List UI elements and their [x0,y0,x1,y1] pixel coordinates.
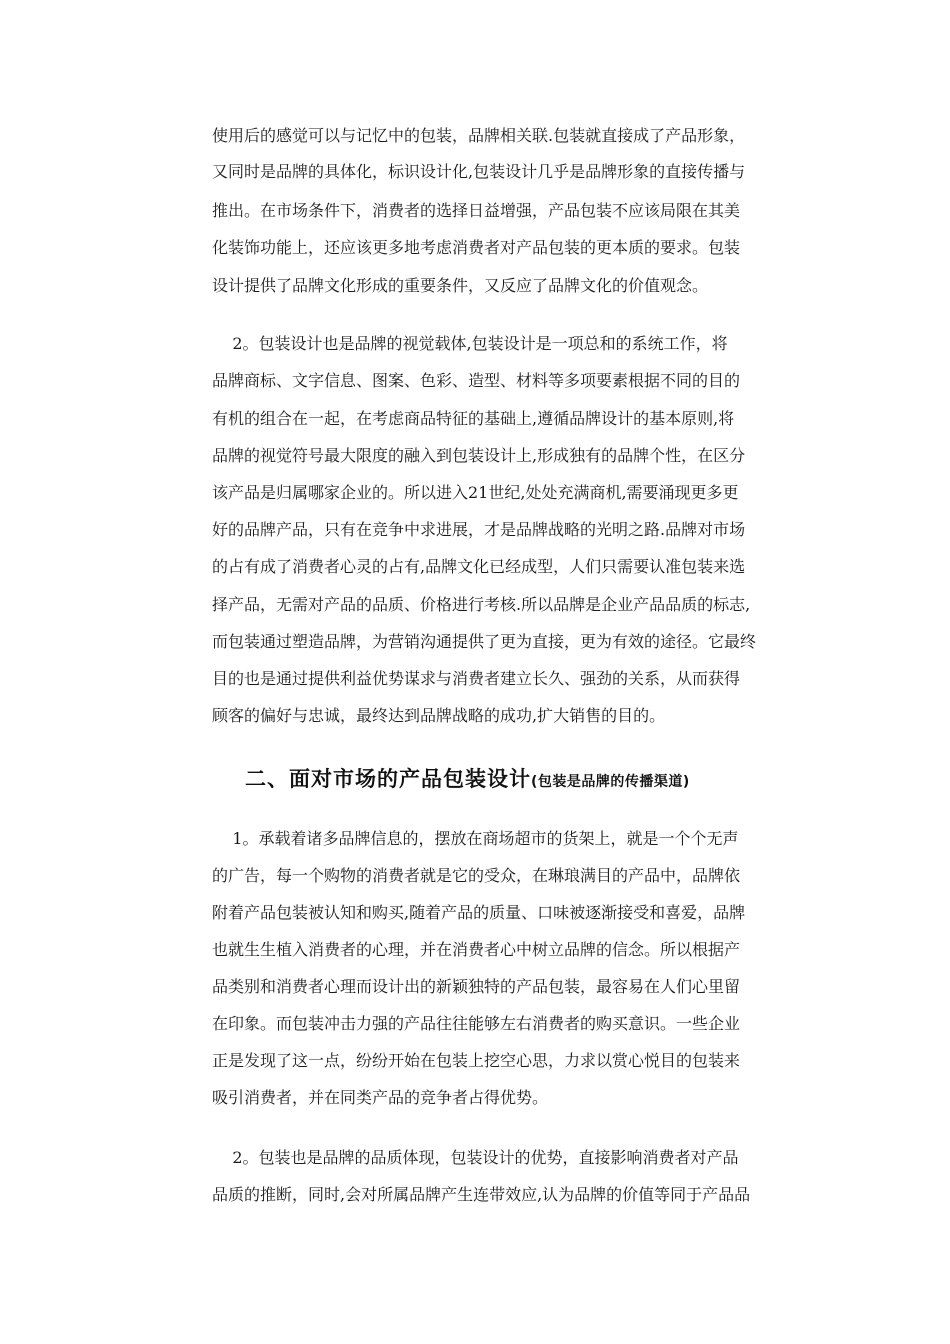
section-heading-subtitle: (包装是品牌的传播渠道) [531,774,690,790]
paragraph-line: 该产品是归属哪家企业的。所以进入21世纪,处处充满商机,需要涌现更多更 [212,483,739,502]
paragraph-line: 的广告，每一个购物的消费者就是它的受众，在琳琅满目的产品中，品牌依 [212,866,741,885]
paragraph-line: 顾客的偏好与忠诚，最终达到品牌战略的成功,扩大销售的目的。 [212,706,666,725]
paragraph-line: 1。承载着诸多品牌信息的，摆放在商场超市的货架上，就是一个个无声 [212,829,739,848]
paragraph-line: 的占有成了消费者心灵的占有,品牌文化已经成型，人们只需要认准包装来选 [212,557,746,576]
paragraph-line: 品牌的视觉符号最大限度的融入到包装设计上,形成独有的品牌个性，在区分 [212,446,746,465]
paragraph-line: 而包装通过塑造品牌，为营销沟通提供了更为直接，更为有效的途径。它最终 [212,632,757,651]
paragraph-line: 使用后的感觉可以与记忆中的包装，品牌相关联.包装就直接成了产品形象， [212,126,746,145]
paragraph-line: 目的也是通过提供利益优势谋求与消费者建立长久、强劲的关系，从而获得 [212,669,741,688]
paragraph-line: 2。包装也是品牌的品质体现，包装设计的优势，直接影响消费者对产品 [212,1148,739,1167]
paragraph-line: 择产品，无需对产品的品质、价格进行考核.所以品牌是企业产品品质的标志, [212,595,751,614]
paragraph-line: 附着产品包装被认知和购买,随着产品的质量、口味被逐渐接受和喜爱，品牌 [212,903,746,922]
paragraph-line: 2。包装设计也是品牌的视觉载体,包装设计是一项总和的系统工作，将 [212,334,728,353]
section-heading [245,763,690,793]
paragraph-line: 品牌商标、文字信息、图案、色彩、造型、材料等多项要素根据不同的目的 [212,371,741,390]
paragraph-line: 品质的推断，同时,会对所属品牌产生连带效应,认为品牌的价值等同于产品品 [212,1185,751,1204]
paragraph-line: 设计提供了品牌文化形成的重要条件，又反应了品牌文化的价值观念。 [212,276,709,295]
paragraph-line: 又同时是品牌的具体化，标识设计化,包装设计几乎是品牌形象的直接传播与 [212,162,746,181]
paragraph-line: 有机的组合在一起，在考虑商品特征的基础上,遵循品牌设计的基本原则,将 [212,409,735,428]
section-heading-title: 二、面对市场的产品包装设计 [245,767,531,791]
paragraph-line: 化装饰功能上，还应该更多地考虑消费者对产品包装的更本质的要求。包装 [212,238,741,257]
paragraph-line: 好的品牌产品，只有在竞争中求进展，才是品牌战略的光明之路.品牌对市场 [212,520,746,539]
paragraph-line: 品类别和消费者心理而设计出的新颖独特的产品包装，最容易在人们心里留 [212,977,741,996]
paragraph-line: 在印象。而包装冲击力强的产品往往能够左右消费者的购买意识。一些企业 [212,1014,741,1033]
paragraph-line: 吸引消费者，并在同类产品的竞争者占得优势。 [212,1088,549,1107]
paragraph-line: 推出。在市场条件下，消费者的选择日益增强，产品包装不应该局限在其美 [212,201,741,220]
paragraph-line: 也就生生植入消费者的心理，并在消费者心中树立品牌的信念。所以根据产 [212,940,741,959]
paragraph-line: 正是发现了这一点，纷纷开始在包装上挖空心思，力求以赏心悦目的包装来 [212,1051,741,1070]
